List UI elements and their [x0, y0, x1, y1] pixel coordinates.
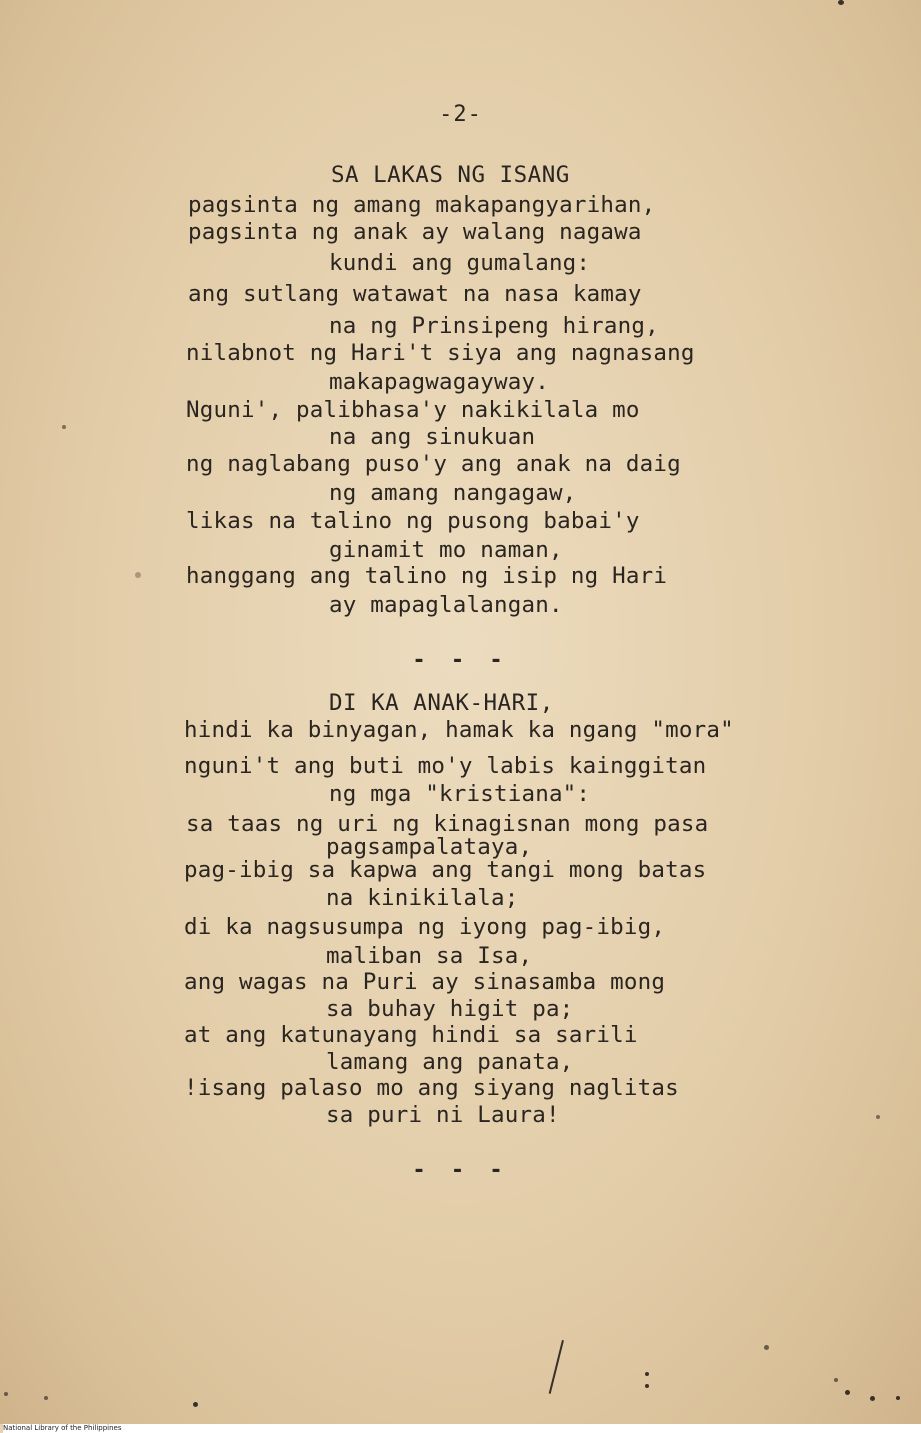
poem-line: pagsinta ng anak ay walang nagawa	[188, 219, 642, 245]
poem-line: pagsinta ng amang makapangyarihan,	[188, 192, 656, 218]
poem-line: likas na talino ng pusong babai'y	[186, 508, 640, 534]
paper-speck	[834, 1378, 838, 1382]
paper-speck	[4, 1392, 8, 1396]
poem-line: hindi ka binyagan, hamak ka ngang "mora"	[184, 717, 734, 743]
section-separator: - - -	[412, 1158, 509, 1183]
paper-speck	[645, 1372, 649, 1376]
poem-line: di ka nagsusumpa ng iyong pag-ibig,	[184, 914, 666, 940]
poem-line: na kinikilala;	[326, 885, 519, 911]
poem-line: ng mga "kristiana":	[329, 781, 591, 807]
poem-line: ng amang nangagaw,	[329, 480, 577, 506]
paper-speck	[193, 1402, 198, 1407]
paper-speck	[876, 1115, 880, 1119]
paper-speck	[845, 1390, 850, 1395]
poem-line: lamang ang panata,	[326, 1049, 574, 1075]
paper-speck	[135, 572, 141, 578]
paper-speck	[44, 1396, 48, 1400]
paper-speck	[645, 1384, 649, 1388]
paper-speck	[896, 1396, 900, 1400]
poem-line: sa taas ng uri ng kinagisnan mong pasa	[186, 811, 709, 837]
paper-speck	[838, 0, 844, 5]
poem-line: na ang sinukuan	[329, 424, 536, 450]
section-separator: - - -	[412, 648, 509, 673]
paper-speck	[870, 1396, 875, 1401]
poem-line: Nguni', palibhasa'y nakikilala mo	[186, 397, 640, 423]
poem-line: !isang palaso mo ang siyang naglitas	[184, 1075, 679, 1101]
poem-line: pagsampalataya,	[326, 834, 533, 860]
poem-line: nilabnot ng Hari't siya ang nagnasang	[186, 340, 695, 366]
poem-line: ang wagas na Puri ay sinasamba mong	[184, 969, 666, 995]
poem-line: makapagwagayway.	[329, 369, 549, 395]
footer-credit: National Library of the Philippines	[3, 1424, 921, 1433]
page-number: -2-	[439, 102, 482, 127]
poem-line: maliban sa Isa,	[326, 943, 533, 969]
poem-line: sa buhay higit pa;	[326, 996, 574, 1022]
poem-line: sa puri ni Laura!	[326, 1102, 560, 1128]
paper-speck	[764, 1345, 769, 1350]
poem-line: ng naglabang puso'y ang anak na daig	[186, 451, 681, 477]
stanza-heading: SA LAKAS NG ISANG	[331, 162, 570, 188]
poem-line: pag-ibig sa kapwa ang tangi mong batas	[184, 857, 707, 883]
stanza-heading: DI KA ANAK-HARI,	[329, 690, 554, 716]
poem-line: kundi ang gumalang:	[329, 250, 591, 276]
poem-line: ginamit mo naman,	[329, 537, 563, 563]
pencil-mark	[549, 1340, 564, 1394]
poem-line: ay mapaglalangan.	[329, 592, 563, 618]
poem-line: hanggang ang talino ng isip ng Hari	[186, 563, 668, 589]
poem-line: at ang katunayang hindi sa sarili	[184, 1022, 638, 1048]
poem-line: nguni't ang buti mo'y labis kainggitan	[184, 753, 707, 779]
paper-speck	[62, 425, 66, 429]
poem-line: na ng Prinsipeng hirang,	[329, 313, 659, 339]
poem-line: ang sutlang watawat na nasa kamay	[188, 281, 642, 307]
